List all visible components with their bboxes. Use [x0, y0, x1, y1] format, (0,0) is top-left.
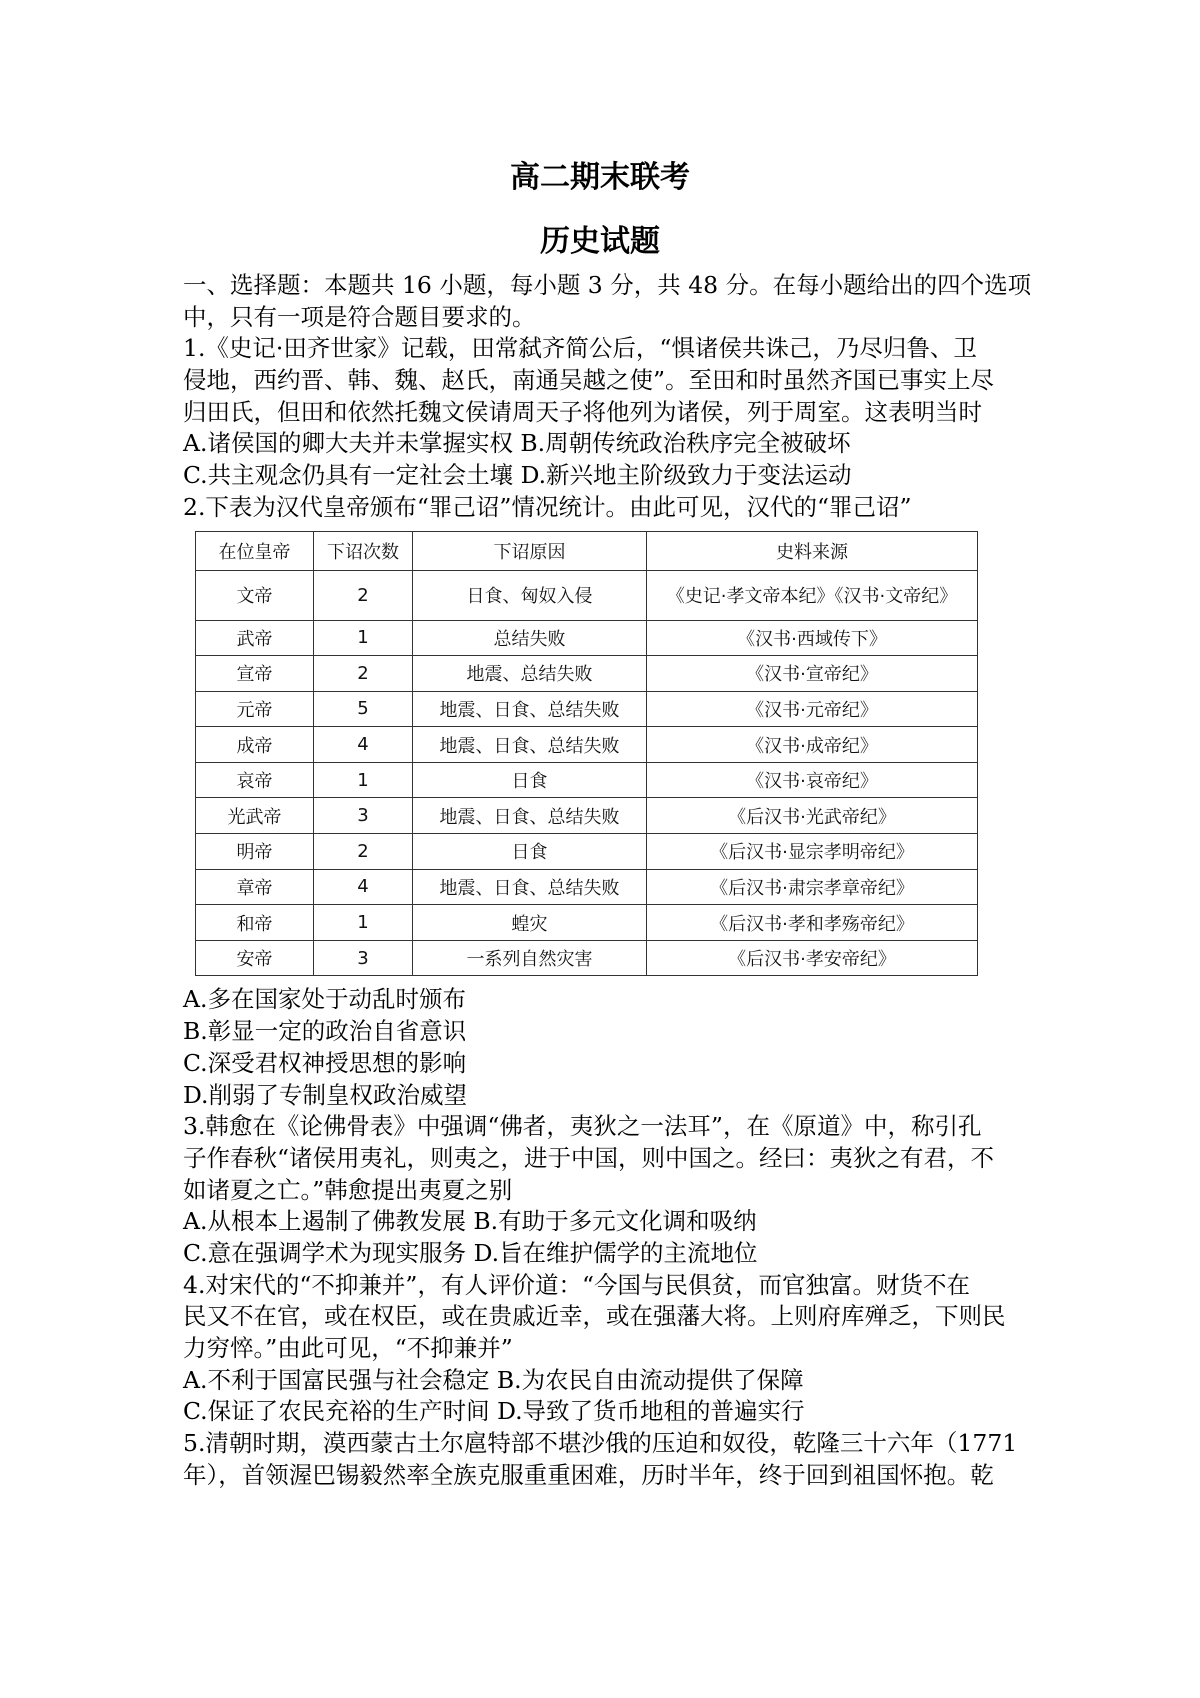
emperor-cell: 明帝: [196, 834, 314, 870]
source-cell: 《汉书·宣帝纪》: [647, 656, 978, 692]
option-line: C.共主观念仍具有一定社会土壤 D.新兴地主阶级致力于变法运动: [183, 461, 852, 490]
question-stem-line: 1.《史记·田齐世家》记载，田常弑齐简公后，“惧诸侯共诛己，乃尽归鲁、卫: [183, 334, 977, 363]
table-row: [196, 656, 978, 692]
count-cell: 2: [314, 656, 413, 692]
source-cell: 《汉书·哀帝纪》: [647, 762, 978, 798]
count-cell: 1: [314, 905, 413, 941]
table-row: [196, 727, 978, 763]
emperor-cell: 安帝: [196, 940, 314, 976]
emperor-cell: 元帝: [196, 691, 314, 727]
column-header: 史料来源: [647, 531, 978, 570]
text-line: 中，只有一项是符合题目要求的。: [183, 302, 536, 331]
exam-body: [183, 270, 1053, 1491]
table-row: [196, 620, 978, 656]
reason-cell: 地震、日食、总结失败: [413, 869, 647, 905]
column-header: 在位皇帝: [196, 531, 314, 570]
table-row: [196, 905, 978, 941]
emperor-cell: 哀帝: [196, 762, 314, 798]
question-2: [183, 492, 1053, 1111]
source-cell: 《后汉书·孝和孝殇帝纪》: [647, 905, 978, 941]
question-stem-line: 子作春秋“诸侯用夷礼，则夷之，进于中国，则中国之。经曰：夷狄之有君，不: [183, 1143, 995, 1172]
option-line: C.意在强调学术为现实服务 D.旨在维护儒学的主流地位: [183, 1238, 758, 1267]
exam-subtitle: 历史试题: [540, 224, 660, 259]
table-row: [196, 570, 978, 620]
reason-cell: 一系列自然灾害: [413, 940, 647, 976]
option-line: C.保证了农民充裕的生产时间 D.导致了货币地租的普遍实行: [183, 1397, 805, 1426]
question-stem-line: 5.清朝时期，漠西蒙古土尔扈特部不堪沙俄的压迫和奴役，乾隆三十六年（1771: [183, 1429, 1018, 1458]
source-cell: 《汉书·元帝纪》: [647, 691, 978, 727]
table-row: [196, 691, 978, 727]
table-body: [196, 570, 978, 976]
reason-cell: 蝗灾: [413, 905, 647, 941]
question-stem-line: 2.下表为汉代皇帝颁布“罪己诏”情况统计。由此可见，汉代的“罪己诏”: [183, 492, 912, 521]
table-row: [196, 834, 978, 870]
question-5: [183, 1428, 1053, 1491]
question-4: [183, 1270, 1053, 1428]
count-cell: 1: [314, 620, 413, 656]
table-row: [196, 798, 978, 834]
option-line: A.多在国家处于动乱时颁布: [183, 985, 466, 1014]
source-cell: 《后汉书·肃宗孝章帝纪》: [647, 869, 978, 905]
text-line: 一、选择题：本题共 16 小题，每小题 3 分，共 48 分。在每小题给出的四个选项: [183, 271, 1032, 299]
count-cell: 5: [314, 691, 413, 727]
question-stem-line: 力穷悴。”由此可见，“不抑兼并”: [183, 1334, 513, 1362]
emperor-cell: 章帝: [196, 869, 314, 905]
reason-cell: 日食、匈奴入侵: [413, 570, 647, 620]
count-cell: 3: [314, 798, 413, 834]
option-line: A.从根本上遏制了佛教发展 B.有助于多元文化调和吸纳: [183, 1207, 757, 1236]
reason-cell: 总结失败: [413, 620, 647, 656]
source-cell: 《后汉书·显宗孝明帝纪》: [647, 834, 978, 870]
source-cell: 《后汉书·孝安帝纪》: [647, 940, 978, 976]
column-header: 下诏次数: [314, 531, 413, 570]
count-cell: 3: [314, 940, 413, 976]
emperor-cell: 武帝: [196, 620, 314, 656]
emperor-cell: 成帝: [196, 727, 314, 763]
table-header-row: [196, 531, 978, 570]
question-stem-line: 归田氏，但田和依然托魏文侯请周天子将他列为诸侯，列于周室。这表明当时: [183, 397, 982, 426]
exam-title: 高二期末联考: [510, 160, 690, 195]
question-stem-line: 如诸夏之亡。”韩愈提出夷夏之别: [183, 1175, 513, 1204]
source-cell: 《汉书·西域传下》: [647, 620, 978, 656]
count-cell: 4: [314, 869, 413, 905]
column-header: 下诏原因: [413, 531, 647, 570]
reason-cell: 地震、日食、总结失败: [413, 798, 647, 834]
count-cell: 1: [314, 762, 413, 798]
option-line: A.诸侯国的卿大夫并未掌握实权 B.周朝传统政治秩序完全被破坏: [183, 429, 851, 458]
emperor-cell: 光武帝: [196, 798, 314, 834]
reason-cell: 地震、日食、总结失败: [413, 691, 647, 727]
emperor-cell: 文帝: [196, 570, 314, 620]
question-stem-line: 年），首领渥巴锡毅然率全族克服重重困难，历时半年，终于回到祖国怀抱。乾: [183, 1460, 994, 1489]
count-cell: 2: [314, 834, 413, 870]
option-line: A.不利于国富民强与社会稳定 B.为农民自由流动提供了保障: [183, 1365, 804, 1394]
reason-cell: 日食: [413, 834, 647, 870]
question-1: [183, 333, 1053, 491]
option-line: D.削弱了专制皇权政治威望: [183, 1080, 467, 1109]
edict-statistics-table: [195, 531, 978, 977]
count-cell: 2: [314, 570, 413, 620]
count-cell: 4: [314, 727, 413, 763]
reason-cell: 日食: [413, 762, 647, 798]
source-cell: 《史记·孝文帝本纪》《汉书·文帝纪》: [647, 570, 978, 620]
table-row: [196, 762, 978, 798]
table-row: [196, 869, 978, 905]
option-line: C.深受君权神授思想的影响: [183, 1048, 467, 1077]
table-row: [196, 940, 978, 976]
question-stem-line: 民又不在官，或在权臣，或在贵戚近幸，或在强藩大将。上则府库殚乏，下则民: [183, 1302, 1006, 1331]
source-cell: 《汉书·成帝纪》: [647, 727, 978, 763]
source-cell: 《后汉书·光武帝纪》: [647, 798, 978, 834]
emperor-cell: 宣帝: [196, 656, 314, 692]
section-intro: [183, 270, 1053, 333]
question-3: [183, 1111, 1053, 1269]
question-stem-line: 侵地，西约晋、韩、魏、赵氏，南通吴越之使”。至田和时虽然齐国已事实上尽: [183, 366, 995, 395]
question-stem-line: 3.韩愈在《论佛骨表》中强调“佛者，夷狄之一法耳”，在《原道》中，称引孔: [183, 1112, 982, 1141]
reason-cell: 地震、日食、总结失败: [413, 727, 647, 763]
reason-cell: 地震、总结失败: [413, 656, 647, 692]
option-line: B.彰显一定的政治自省意识: [183, 1017, 467, 1046]
emperor-cell: 和帝: [196, 905, 314, 941]
question-stem-line: 4.对宋代的“不抑兼并”，有人评价道：“今国与民俱贫，而官独富。财货不在: [183, 1270, 970, 1299]
